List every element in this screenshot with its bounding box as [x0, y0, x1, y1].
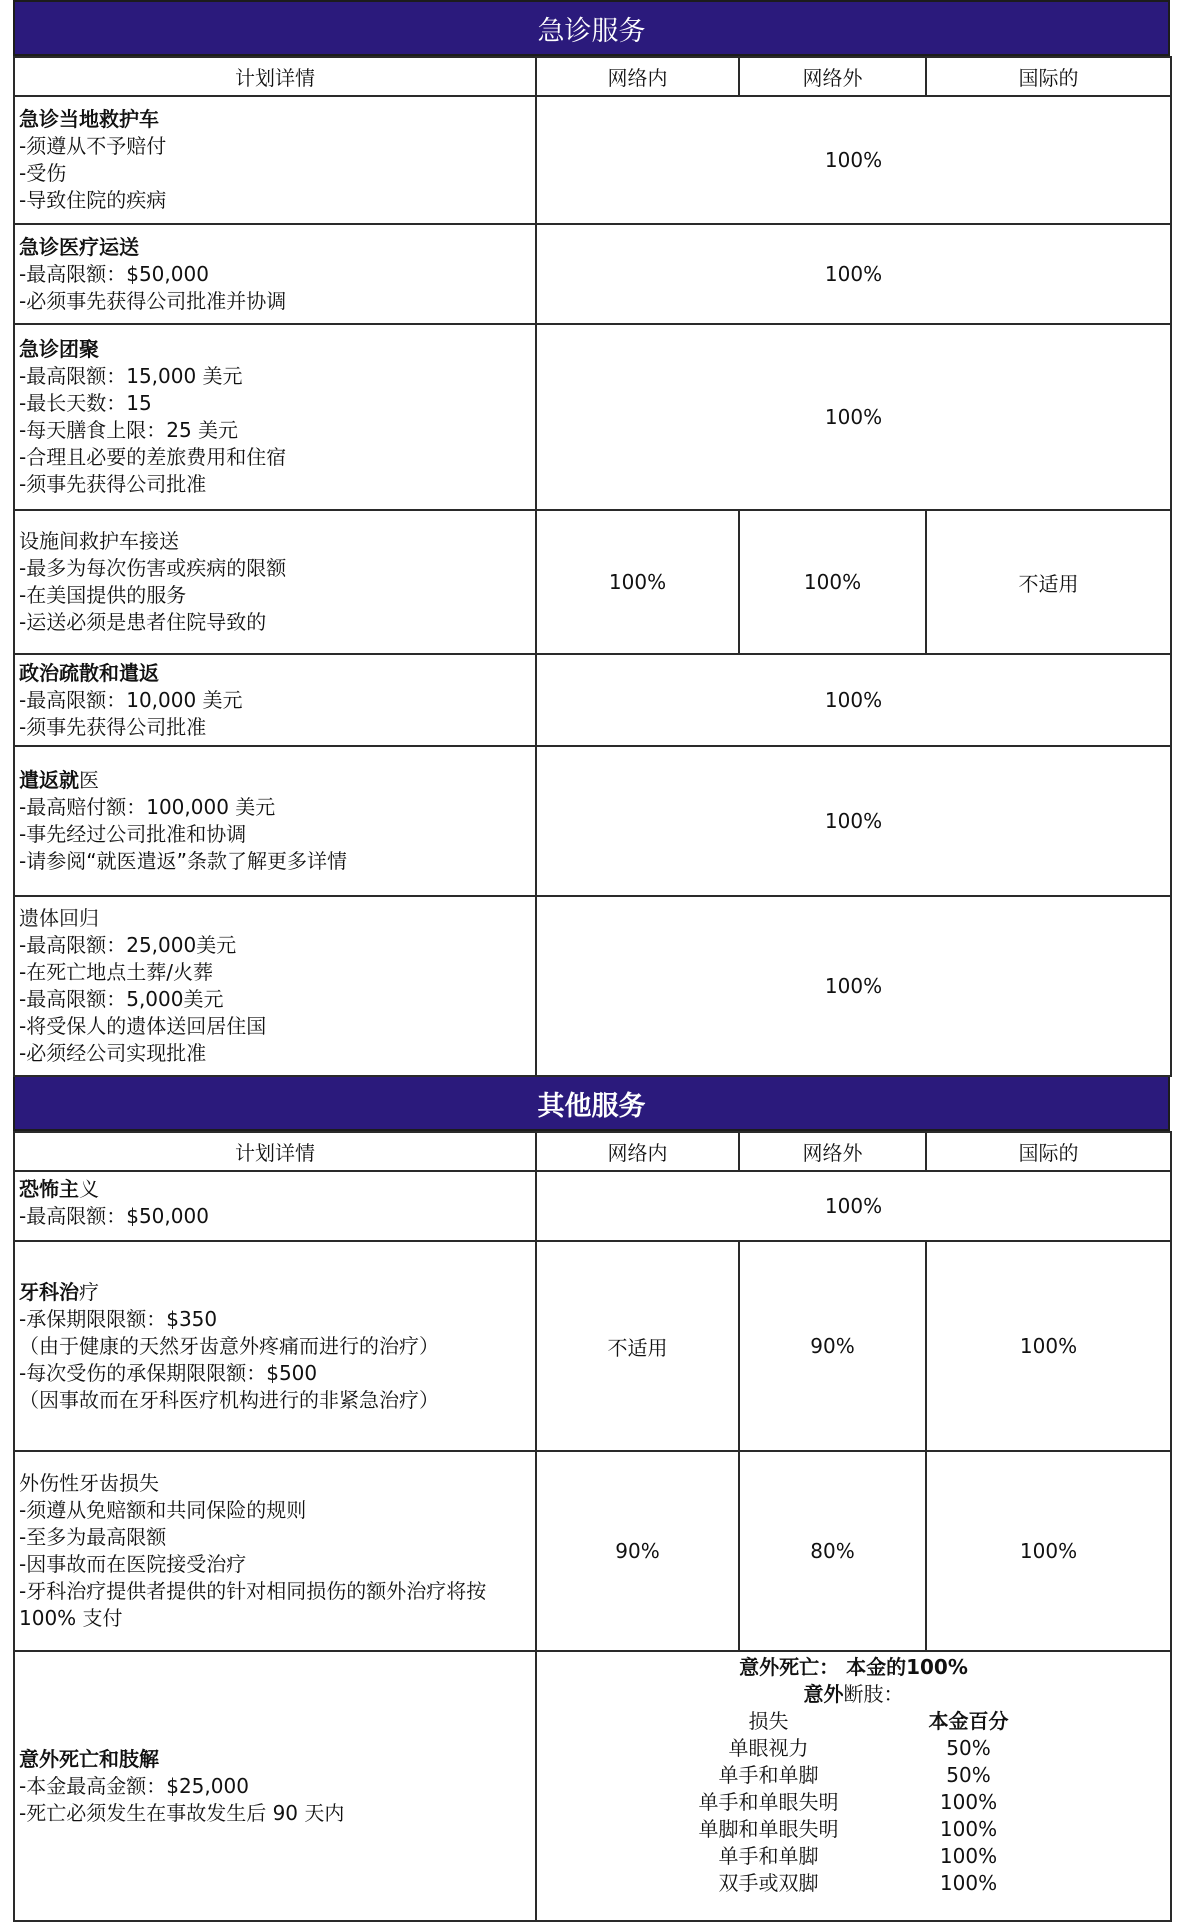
detail-line: -请参阅“就医遣返”条款了解更多详情: [19, 849, 347, 873]
header-in-network: 网络内: [536, 1132, 739, 1171]
dental-details: [14, 1241, 536, 1451]
header-out-network: 网络外: [739, 1132, 926, 1171]
detail-line: -至多为最高限额: [19, 1525, 167, 1549]
coverage-value: 100%: [536, 1171, 1171, 1241]
detail-line: -导致住院的疾病: [19, 188, 167, 212]
header-plan-details: 计划详情: [14, 1132, 536, 1171]
table-row: [14, 324, 1171, 510]
other-services-banner: [13, 1077, 1170, 1131]
add-coverage-block: [537, 1654, 1170, 1897]
row-title: 外伤性牙齿损失: [19, 1471, 159, 1495]
detail-line: -牙科治疗提供者提供的针对相同损伤的额外治疗将按 100% 支付: [19, 1579, 487, 1630]
coverage-value: 100%: [536, 746, 1171, 896]
coverage-value: 100%: [536, 654, 1171, 746]
detail-line: -最高限额：5,000美元: [19, 987, 224, 1011]
row-title: 遗体回归: [19, 906, 99, 930]
loss-row: [654, 1789, 1054, 1816]
detail-line: -必须事先获得公司批准并协调: [19, 288, 287, 313]
header-out-network: 网络外: [739, 57, 926, 96]
table-header-row: [14, 57, 1171, 96]
loss-row: [654, 1816, 1054, 1843]
political-details: [14, 654, 536, 746]
table-row: [14, 746, 1171, 896]
detail-line: （因事故而在牙科医疗机构进行的非紧急治疗）: [19, 1387, 439, 1412]
international-value: 100%: [926, 1241, 1171, 1451]
reunion-details: [14, 324, 536, 510]
detail-line: -最多为每次伤害或疾病的限额: [19, 556, 287, 580]
row-title: 遣返就医: [19, 768, 99, 792]
international-value: 不适用: [926, 510, 1171, 654]
remains-details: [14, 896, 536, 1076]
loss-row: [654, 1762, 1054, 1789]
add-details: [14, 1651, 536, 1921]
benefits-sheet: [13, 0, 1170, 1922]
dismemberment-heading: 意外断肢：: [803, 1682, 904, 1706]
in-network-value: 100%: [536, 510, 739, 654]
table-row: [14, 96, 1171, 224]
loss-item: 双手或双脚: [718, 1871, 819, 1895]
table-row: [14, 896, 1171, 1076]
detail-line: -合理且必要的差旅费用和住宿: [19, 445, 287, 469]
detail-line: -须遵从不予赔付: [19, 134, 167, 158]
detail-line: -最高限额：$50,000: [19, 1204, 209, 1228]
detail-line: -每次受伤的承保期限限额：$500: [19, 1360, 318, 1385]
detail-line: （由于健康的天然牙齿意外疼痛而进行的治疗）: [19, 1333, 439, 1358]
coverage-value: 100%: [536, 896, 1171, 1076]
loss-percent: 50%: [946, 1763, 991, 1787]
table-header-row: [14, 1132, 1171, 1171]
detail-line: -须遵从免赔额和共同保险的规则: [19, 1498, 307, 1522]
detail-line: -运送必须是患者住院导致的: [19, 610, 267, 634]
trauma-teeth-details: [14, 1451, 536, 1651]
loss-item: 单手和单脚: [718, 1844, 819, 1868]
header-international: 国际的: [926, 57, 1171, 96]
loss-column-header: 损失: [748, 1709, 789, 1733]
loss-percent: 100%: [939, 1871, 998, 1895]
row-title: 急诊团聚: [19, 337, 99, 361]
detail-line: -将受保人的遗体送回居住国: [19, 1014, 267, 1038]
detail-line: -因事故而在医院接受治疗: [19, 1552, 247, 1576]
loss-row: [654, 1870, 1054, 1897]
table-row: [14, 1171, 1171, 1241]
table-row: [14, 1451, 1171, 1651]
detail-line: -在美国提供的服务: [19, 583, 187, 607]
detail-line: -最高限额：25,000美元: [19, 933, 237, 957]
percent-column-header: 本金百分: [928, 1709, 1009, 1733]
detail-line: -须事先获得公司批准: [19, 472, 207, 496]
row-title: 急诊医疗运送: [19, 234, 139, 259]
other-services-table: [13, 1131, 1172, 1922]
out-network-value: 80%: [739, 1451, 926, 1651]
emergency-services-title: 急诊服务: [537, 15, 646, 47]
detail-line: -每天膳食上限：25 美元: [19, 418, 239, 442]
table-row: [14, 1241, 1171, 1451]
loss-percent: 100%: [939, 1790, 998, 1814]
med-transport-details: [14, 224, 536, 324]
detail-line: -须事先获得公司批准: [19, 714, 207, 739]
coverage-value: 100%: [536, 96, 1171, 224]
detail-line: -最长天数：15: [19, 391, 152, 415]
in-network-value: 90%: [536, 1451, 739, 1651]
table-row: [14, 510, 1171, 654]
detail-line: -受伤: [19, 161, 67, 185]
other-services-title: 其他服务: [537, 1090, 646, 1122]
emergency-services-table: [13, 56, 1172, 1077]
table-row: [14, 654, 1171, 746]
loss-percent: 100%: [939, 1844, 998, 1868]
repatriation-details: [14, 746, 536, 896]
international-value: 100%: [926, 1451, 1171, 1651]
detail-line: -必须经公司实现批准: [19, 1041, 207, 1065]
detail-line: -死亡必须发生在事故发生后 90 天内: [19, 1800, 345, 1825]
detail-line: -承保期限限额：$350: [19, 1306, 218, 1331]
terrorism-details: [14, 1171, 536, 1241]
detail-line: -本金最高金额：$25,000: [19, 1773, 249, 1798]
out-network-value: 100%: [739, 510, 926, 654]
out-network-value: 90%: [739, 1241, 926, 1451]
table-row: [14, 224, 1171, 324]
row-title: 牙科治疗: [19, 1279, 99, 1304]
row-title: 意外死亡和肢解: [19, 1746, 159, 1771]
table-row: [14, 1651, 1171, 1921]
row-title: 恐怖主义: [19, 1177, 99, 1201]
detail-line: -最高限额：$50,000: [19, 261, 209, 286]
loss-percent: 100%: [939, 1817, 998, 1841]
detail-line: -最高限额：10,000 美元: [19, 687, 243, 712]
header-in-network: 网络内: [536, 57, 739, 96]
detail-line: -最高赔付额：100,000 美元: [19, 795, 276, 819]
loss-schedule: [654, 1708, 1054, 1897]
in-network-value: 不适用: [536, 1241, 739, 1451]
loss-percent: 50%: [946, 1736, 991, 1760]
loss-item: 单手和单眼失明: [698, 1790, 839, 1814]
detail-line: -事先经过公司批准和协调: [19, 822, 247, 846]
loss-row: [654, 1735, 1054, 1762]
row-title: 急诊当地救护车: [19, 107, 159, 131]
emergency-services-banner: [13, 0, 1170, 56]
loss-header-row: [654, 1708, 1054, 1735]
loss-row: [654, 1843, 1054, 1870]
loss-item: 单手和单脚: [718, 1763, 819, 1787]
inter-facility-details: [14, 510, 536, 654]
header-international: 国际的: [926, 1132, 1171, 1171]
loss-item: 单眼视力: [728, 1736, 809, 1760]
row-title: 设施间救护车接送: [19, 529, 179, 553]
header-plan-details: 计划详情: [14, 57, 536, 96]
coverage-value: 100%: [536, 224, 1171, 324]
row-title: 政治疏散和遣返: [19, 660, 159, 685]
accidental-death-line: 意外死亡： 本金的100%: [739, 1655, 968, 1679]
detail-line: -在死亡地点土葬/火葬: [19, 960, 213, 984]
ambulance-details: [14, 96, 536, 224]
loss-item: 单脚和单眼失明: [698, 1817, 839, 1841]
detail-line: -最高限额：15,000 美元: [19, 364, 243, 388]
add-coverage-cell: [536, 1651, 1171, 1921]
coverage-value: 100%: [536, 324, 1171, 510]
